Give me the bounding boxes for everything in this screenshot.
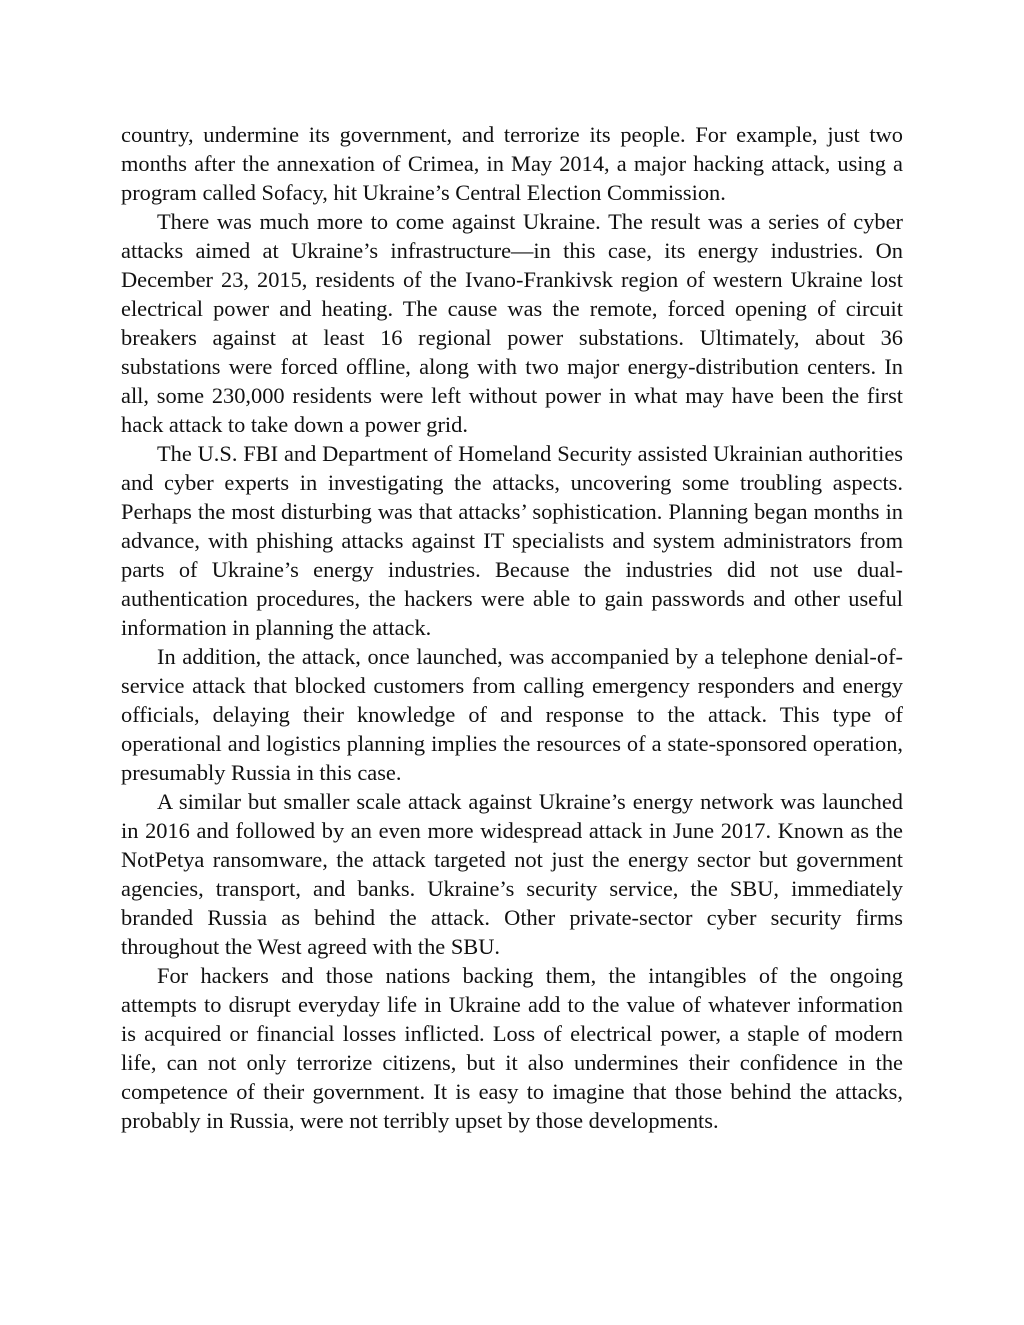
paragraph-denial-of-service: In addition, the attack, once launched, was accompanied by a telephone denial-of-service attack that blocked customers from calling emergency responders and energy officials, delaying their knowledge of and response to the attack. This type of operational and logistics planning implies the resources of a state-sponsored operation, presumably Russia in this case.: [121, 644, 903, 785]
paragraph-intangibles: For hackers and those nations backing them, the intangibles of the ongoing attempts to disrupt everyday life in Ukraine add to the value of whatever information is acquired or financial losses inflicted. Loss of electrical power, a staple of modern life, can not only terrorize citizens, but it also undermines their confidence in the competence of their government. It is easy to imagine that those behind the attacks, probably in Russia, were not terribly upset by those developments.: [121, 963, 903, 1133]
paragraph-notpetya: A similar but smaller scale attack against Ukraine’s energy network was launched in 2016 and followed by an even more widespread attack in June 2017. Known as the NotPetya ransomware, the attack targeted not just the energy sector but government agencies, transport, and banks. Ukraine’s security service, the SBU, immediately branded Russia as behind the attack. Other private-sector cyber security firms throughout the West agreed with the SBU.: [121, 789, 903, 959]
document-page: [121, 120, 903, 1135]
paragraph-ukraine-grid-attack: There was much more to come against Ukraine. The result was a series of cyber attacks aimed at Ukraine’s infrastructure—in this case, its energy industries. On December 23, 2015, residents of the Ivano-Frankivsk region of western Ukraine lost electrical power and heating. The cause was the remote, forced opening of circuit breakers against at least 16 regional power substations. Ultimately, about 36 substations were forced offline, along with two major energy-distribution centers. In all, some 230,000 residents were left without power in what may have been the first hack attack to take down a power grid.: [121, 209, 903, 437]
paragraph-fbi-investigation: The U.S. FBI and Department of Homeland Security assisted Ukrainian authorities and cyber experts in investigating the attacks, uncovering some troubling aspects. Perhaps the most disturbing was that attacks’ sophistication. Planning began months in advance, with phishing attacks against IT specialists and system administrators from parts of Ukraine’s energy industries. Because the industries did not use dual-authentication procedures, the hackers were able to gain passwords and other useful information in planning the attack.: [121, 441, 903, 640]
paragraph-continued: country, undermine its government, and terrorize its people. For example, just two months after the annexation of Crimea, in May 2014, a major hacking attack, using a program called Sofacy, hit Ukraine’s Central Election Commission.: [121, 122, 903, 205]
